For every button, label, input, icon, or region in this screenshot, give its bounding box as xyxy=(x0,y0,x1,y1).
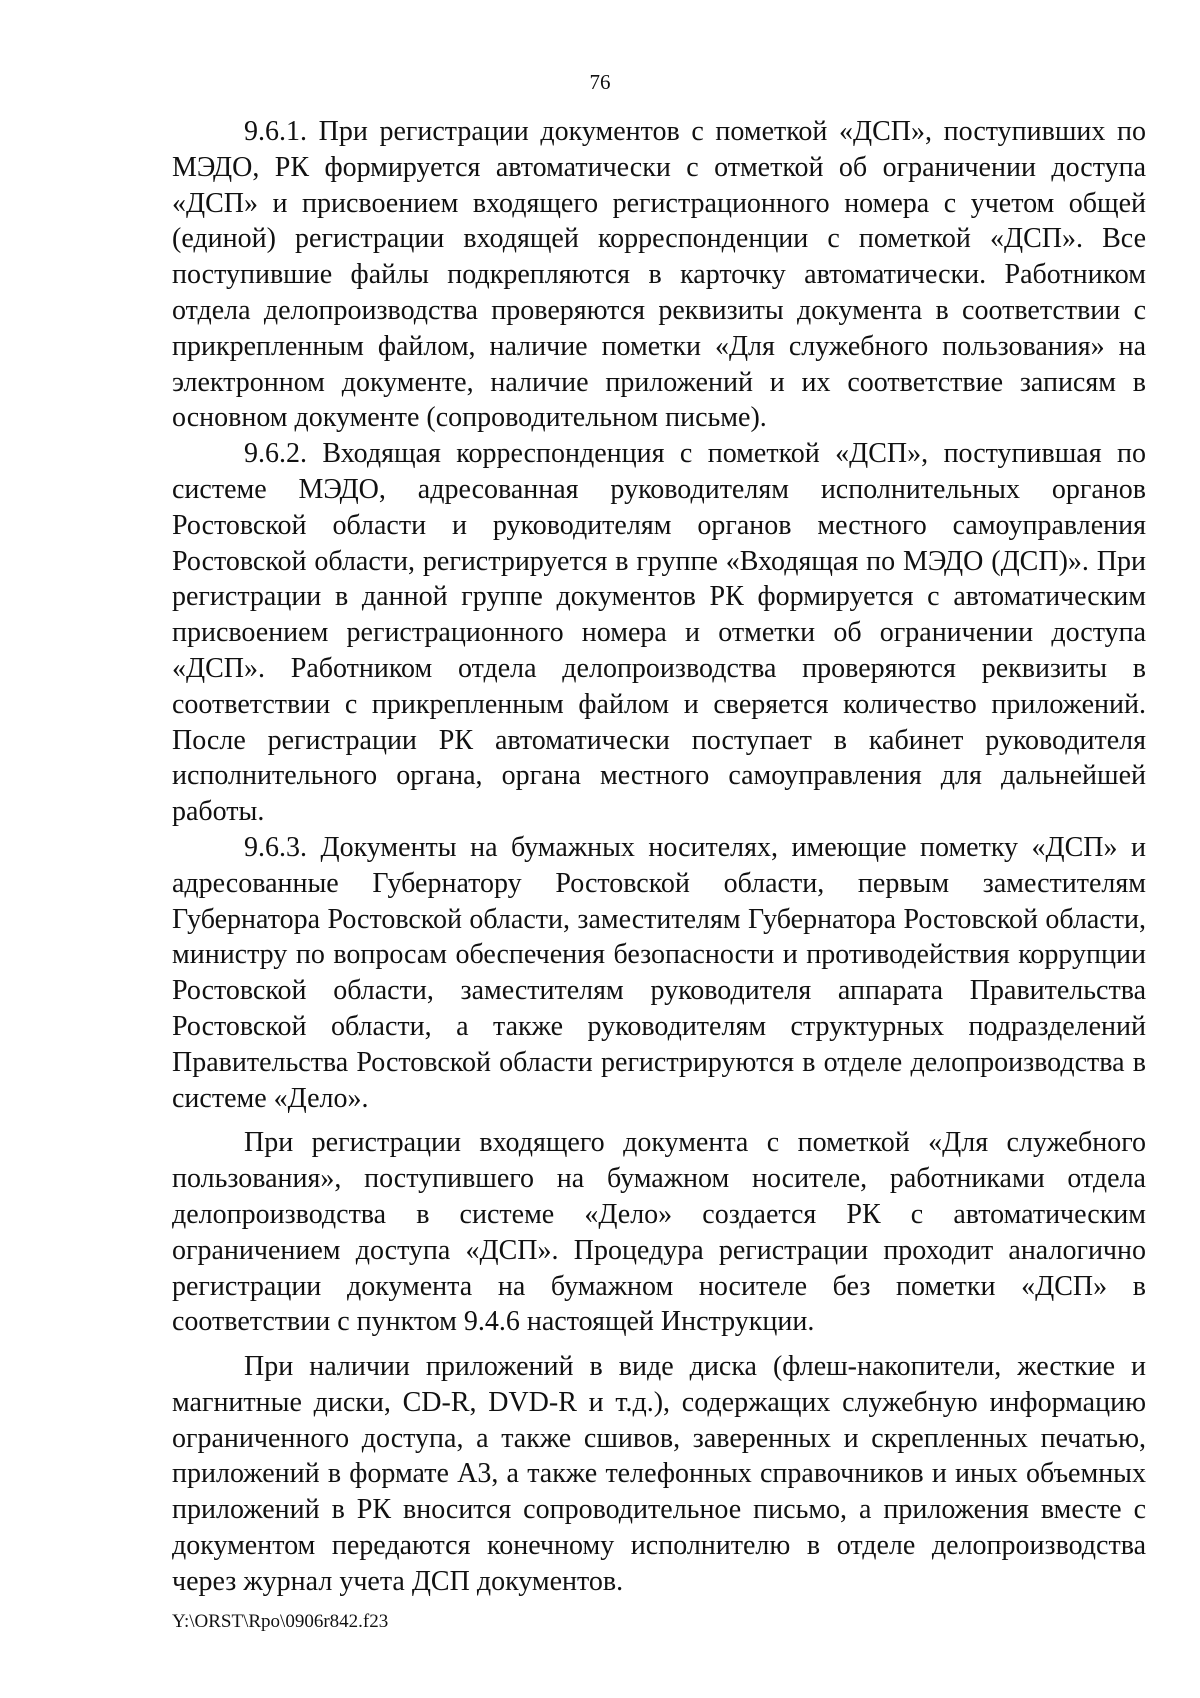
paragraph-9-6-2: 9.6.2. Входящая корреспонденция с пометкой «ДСП», поступившая по системе МЭДО, адресованная руководителям исполнительных органов Ростовской области и руководителям органов местного самоуправления Ростовской области, регистрируется в группе «Входящая по МЭДО (ДСП)». При регистрации в данной группе документов РК формируется с автоматическим присвоением регистрационного номера и отметки об ограничении доступа «ДСП». Работником отдела делопроизводства проверяются реквизиты в соответствии с прикрепленным файлом и сверяется количество приложений. После регистрации РК автоматически поступает в кабинет руководителя исполнительного органа, органа местного самоуправления для дальнейшей работы. xyxy=(172,438,1146,828)
paragraph-9-6-3: 9.6.3. Документы на бумажных носителях, имеющие пометку «ДСП» и адресованные Губернатору Ростовской области, первым заместителям Губернатора Ростовской области, заместителям Губернатора Ростовской области, министру по вопросам обеспечения безопасности и противодействия коррупции Ростовской области, заместителям руководителя аппарата Правительства Ростовской области, а также руководителям структурных подразделений Правительства Ростовской области регистрируются в отделе делопроизводства в системе «Дело». xyxy=(172,831,1146,1114)
paragraph-registration-paper: При регистрации входящего документа с пометкой «Для служебного пользования», поступившего на бумажном носителе, работниками отдела делопроизводства в системе «Дело» создается РК с автоматическим ограничением доступа «ДСП». Процедура регистрации проходит аналогично регистрации документа на бумажном носителе без пометки «ДСП» в соответствии с пунктом 9.4.6 настоящей Инструкции. xyxy=(172,1127,1146,1338)
footer-file-path: Y:\ORST\Rpo\0906r842.f23 xyxy=(172,1611,389,1632)
page-number: 76 xyxy=(589,70,611,94)
paragraph-9-6-1: 9.6.1. При регистрации документов с пометкой «ДСП», поступивших по МЭДО, РК формируется автоматически с отметкой об ограничении доступа «ДСП» и присвоением входящего регистрационного номера с учетом общей (единой) регистрации входящей корреспонденции с пометкой «ДСП». Все поступившие файлы подкрепляются в карточку автоматически. Работником отдела делопроизводства проверяются реквизиты документа в соответствии с прикрепленным файлом, наличие пометки «Для служебного пользования» на электронном документе, наличие приложений и их соответствие записям в основном документе (сопроводительном письме). xyxy=(172,116,1146,434)
paragraph-attachments: При наличии приложений в виде диска (флеш-накопители, жесткие и магнитные диски, CD-R, DVD-R и т.д.), содержащих служебную информацию ограниченного доступа, а также сшивов, заверенных и скрепленных печатью, приложений в формате А3, а также телефонных справочников и иных объемных приложений в РК вносится сопроводительное письмо, а приложения вместе с документом передаются конечному исполнителю в отделе делопроизводства через журнал учета ДСП документов. xyxy=(172,1351,1146,1597)
document-body xyxy=(172,114,1146,1600)
